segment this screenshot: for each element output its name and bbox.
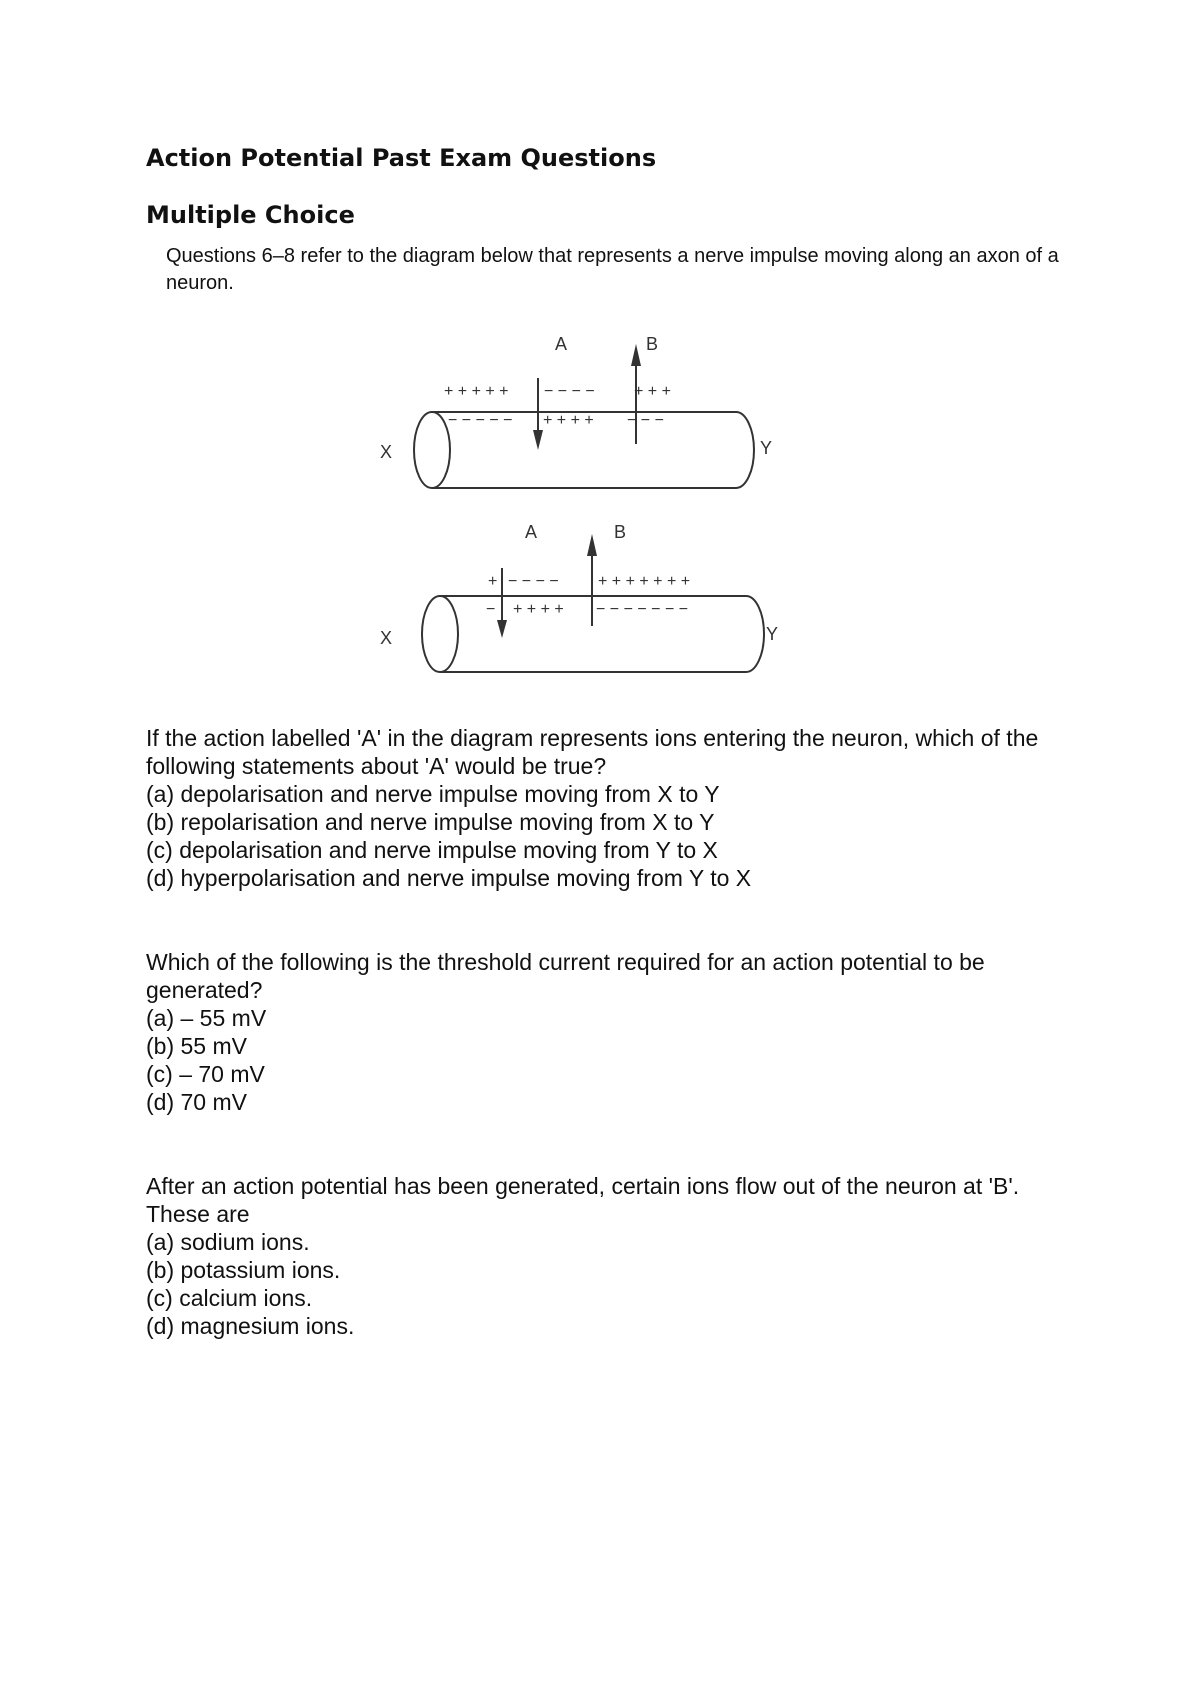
bottom-arrow-a-down-icon bbox=[497, 620, 507, 638]
option-a: (a) depolarisation and nerve impulse moving from X to Y bbox=[146, 781, 720, 807]
option-c: (c) calcium ions. bbox=[146, 1285, 313, 1311]
bottom-outer-charges-right: + + + + + + + bbox=[598, 573, 691, 590]
top-arrow-a-down-icon bbox=[533, 430, 543, 450]
intro-text: Questions 6–8 refer to the diagram below that represents a nerve impulse moving along an axon of a neuron. bbox=[166, 245, 1059, 294]
question-3 bbox=[146, 1172, 1066, 1340]
bottom-inner-charges-middle: + + + + bbox=[513, 601, 564, 618]
top-axon-end-x bbox=[414, 412, 450, 488]
question-2 bbox=[146, 948, 1066, 1116]
option-b: (b) potassium ions. bbox=[146, 1257, 341, 1283]
bottom-inner-charges-right: − − − − − − − bbox=[596, 601, 689, 618]
top-inner-charges-middle: + + + + bbox=[543, 412, 594, 429]
bottom-outer-charges-left: + bbox=[488, 573, 498, 590]
top-inner-charges-left: − − − − − bbox=[448, 412, 513, 429]
option-d: (d) 70 mV bbox=[146, 1089, 247, 1115]
top-outer-charges-right: + + + bbox=[634, 383, 671, 400]
bottom-inner-charges-left: − bbox=[486, 601, 496, 618]
question-text: Which of the following is the threshold current required for an action potential to be generated? bbox=[146, 949, 985, 1003]
top-axon bbox=[380, 334, 772, 488]
question-text: If the action labelled 'A' in the diagram represents ions entering the neuron, which of the following statements about 'A' would be true? bbox=[146, 725, 1039, 779]
top-arrow-b-up-icon bbox=[631, 344, 641, 366]
option-c: (c) depolarisation and nerve impulse moving from Y to X bbox=[146, 837, 718, 863]
top-inner-charges-right: − − − bbox=[627, 412, 664, 429]
top-end-x-label: X bbox=[380, 442, 393, 462]
bottom-outer-charges-middle: − − − − bbox=[508, 573, 559, 590]
question-text: After an action potential has been generated, certain ions flow out of the neuron at 'B'. bbox=[146, 1173, 1020, 1199]
bottom-label-b: B bbox=[614, 522, 627, 542]
bottom-end-x-label: X bbox=[380, 628, 393, 648]
option-a: (a) sodium ions. bbox=[146, 1229, 310, 1255]
bottom-label-a: A bbox=[525, 522, 538, 542]
bottom-axon-end-x bbox=[422, 596, 458, 672]
bottom-end-y-label: Y bbox=[766, 624, 779, 644]
bottom-arrow-b-up-icon bbox=[587, 534, 597, 556]
section-heading: Multiple Choice bbox=[146, 201, 355, 229]
question-subtext: These are bbox=[146, 1201, 250, 1227]
page-title: Action Potential Past Exam Questions bbox=[146, 144, 657, 172]
bottom-axon bbox=[380, 522, 778, 672]
option-c: (c) – 70 mV bbox=[146, 1061, 265, 1087]
option-a: (a) – 55 mV bbox=[146, 1005, 267, 1031]
option-d: (d) magnesium ions. bbox=[146, 1313, 355, 1339]
top-outer-charges-left: + + + + + bbox=[444, 383, 509, 400]
axon-diagram bbox=[380, 320, 840, 690]
top-label-a: A bbox=[555, 334, 568, 354]
option-d: (d) hyperpolarisation and nerve impulse moving from Y to X bbox=[146, 865, 752, 891]
question-1 bbox=[146, 724, 1066, 892]
option-b: (b) 55 mV bbox=[146, 1033, 247, 1059]
option-b: (b) repolarisation and nerve impulse moving from X to Y bbox=[146, 809, 715, 835]
top-outer-charges-middle: − − − − bbox=[544, 383, 595, 400]
top-end-y-label: Y bbox=[760, 438, 773, 458]
top-label-b: B bbox=[646, 334, 659, 354]
